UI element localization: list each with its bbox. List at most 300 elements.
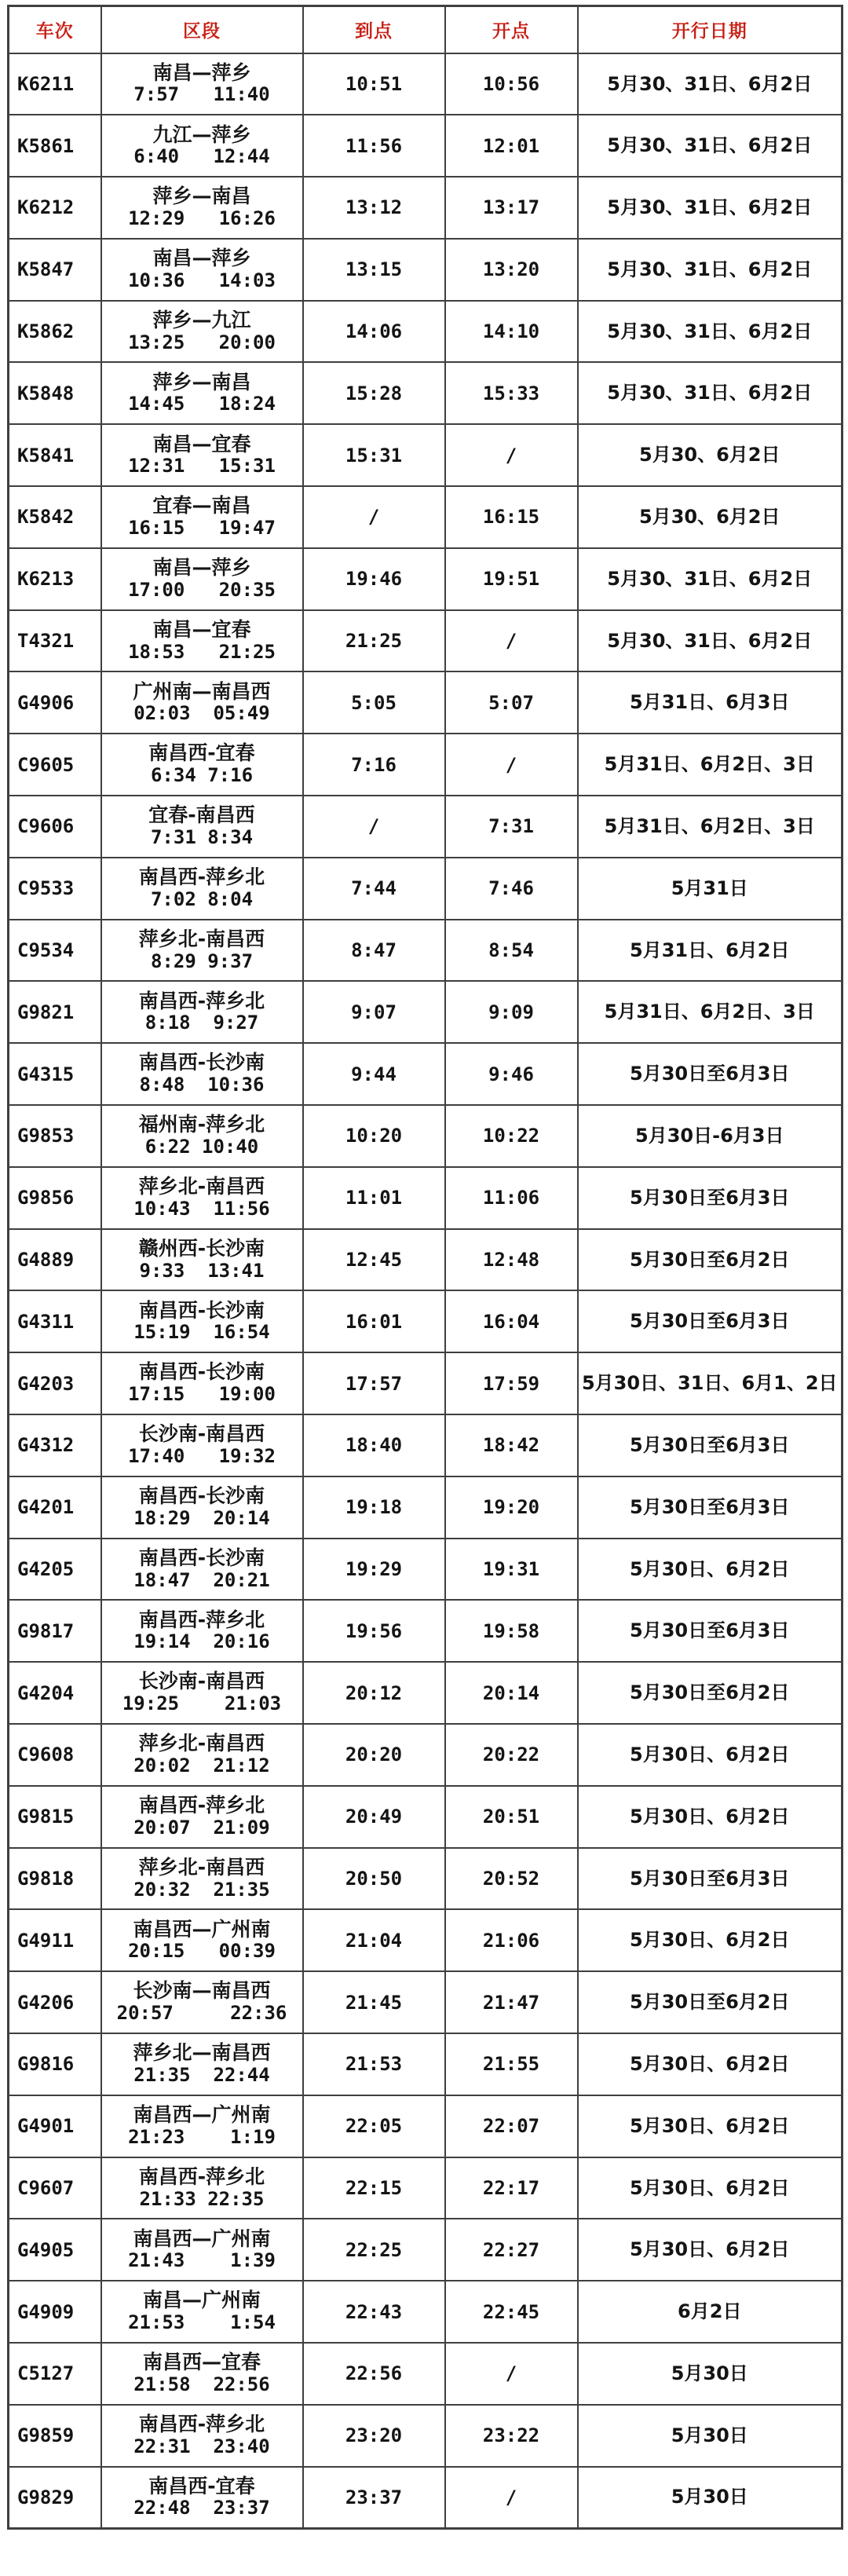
arrive-time: 22:05 (303, 2095, 445, 2157)
train-number: T4321 (9, 610, 101, 672)
train-number: G4315 (9, 1043, 101, 1105)
depart-time: / (445, 2467, 578, 2529)
run-dates: 5月30日-6月3日 (578, 1105, 843, 1167)
route-name: 南昌西-萍乡北 (138, 2413, 265, 2435)
route-cell (101, 2343, 303, 2405)
route-cell (101, 362, 303, 424)
route-times: 10:43 11:56 (133, 1197, 270, 1220)
route-times: 7:02 8:04 (150, 887, 254, 910)
train-number: G9815 (9, 1786, 101, 1848)
arrive-time: 19:46 (303, 548, 445, 610)
arrive-time: 15:28 (303, 362, 445, 424)
train-number: G4201 (9, 1476, 101, 1539)
table-row (9, 2281, 843, 2343)
depart-time: 18:42 (445, 1414, 578, 1476)
header-train: 车次 (9, 6, 101, 53)
route-times: 6:34 7:16 (150, 764, 254, 787)
run-dates: 5月30日、6月2日 (578, 2033, 843, 2095)
route-times: 20:07 21:09 (133, 1816, 270, 1839)
run-dates: 5月30日至6月3日 (578, 1476, 843, 1539)
run-dates: 5月30、6月2日 (578, 424, 843, 486)
table-row (9, 239, 843, 301)
run-dates: 5月30日至6月3日 (578, 1414, 843, 1476)
route-times: 8:29 9:37 (150, 950, 254, 972)
run-dates: 5月30日至6月3日 (578, 1600, 843, 1662)
table-row (9, 1167, 843, 1229)
route-name: 萍乡北-南昌西 (138, 1175, 265, 1198)
arrive-time: / (303, 796, 445, 858)
route-times: 18:53 21:25 (128, 640, 276, 663)
route-cell (101, 796, 303, 858)
route-cell (101, 734, 303, 796)
route-cell (101, 2033, 303, 2095)
train-number: K6212 (9, 177, 101, 239)
arrive-time: 16:01 (303, 1290, 445, 1352)
table-row (9, 53, 843, 115)
header-depart: 开点 (445, 6, 578, 53)
depart-time: 12:01 (445, 115, 578, 177)
train-number: K5841 (9, 424, 101, 486)
arrive-time: 22:43 (303, 2281, 445, 2343)
table-row (9, 2467, 843, 2529)
depart-time: 21:06 (445, 1909, 578, 1971)
arrive-time: 13:12 (303, 177, 445, 239)
table-row (9, 115, 843, 177)
route-name: 萍乡北-南昌西 (138, 1732, 265, 1755)
route-times: 17:15 19:00 (128, 1383, 276, 1406)
run-dates: 5月30日 (578, 2405, 843, 2467)
run-dates: 5月30日、6月2日 (578, 2157, 843, 2219)
table-row (9, 796, 843, 858)
route-name: 南昌西-长沙南 (138, 1360, 265, 1384)
schedule-body (9, 53, 843, 2529)
route-times: 21:43 1:39 (128, 2249, 276, 2272)
run-dates: 5月30日 (578, 2467, 843, 2529)
route-name: 萍乡北-南昌西 (138, 1855, 265, 1879)
table-row (9, 1724, 843, 1786)
depart-time: 22:07 (445, 2095, 578, 2157)
depart-time: 10:22 (445, 1105, 578, 1167)
header-arrive: 到点 (303, 6, 445, 53)
table-row (9, 1848, 843, 1910)
run-dates: 5月30、31日、6月2日 (578, 548, 843, 610)
train-number: G4901 (9, 2095, 101, 2157)
route-cell (101, 53, 303, 115)
route-times: 22:48 23:37 (133, 2497, 270, 2519)
route-name: 宜春—南昌 (152, 494, 251, 518)
route-times: 18:29 20:14 (133, 1506, 270, 1529)
train-number: G4204 (9, 1662, 101, 1724)
train-number: C9606 (9, 796, 101, 858)
route-cell (101, 1414, 303, 1476)
run-dates: 5月30、31日、6月2日 (578, 115, 843, 177)
run-dates: 5月30日、6月2日 (578, 2219, 843, 2281)
table-row (9, 1105, 843, 1167)
table-row (9, 1600, 843, 1662)
depart-time: 19:20 (445, 1476, 578, 1539)
run-dates: 5月30、6月2日 (578, 486, 843, 548)
route-name: 福州南-萍乡北 (138, 1113, 265, 1136)
depart-time: 20:22 (445, 1724, 578, 1786)
table-row (9, 2219, 843, 2281)
route-cell (101, 2219, 303, 2281)
route-times: 13:25 20:00 (128, 331, 276, 353)
train-number: C9608 (9, 1724, 101, 1786)
run-dates: 5月31日、6月3日 (578, 671, 843, 734)
route-cell (101, 1909, 303, 1971)
depart-time: / (445, 610, 578, 672)
route-times: 20:57 22:36 (116, 2002, 287, 2025)
depart-time: 16:15 (445, 486, 578, 548)
train-number: K5842 (9, 486, 101, 548)
depart-time: / (445, 424, 578, 486)
train-number: G4911 (9, 1909, 101, 1971)
depart-time: 9:46 (445, 1043, 578, 1105)
route-name: 南昌西—宜春 (142, 2351, 261, 2374)
route-cell (101, 1724, 303, 1786)
table-row (9, 1662, 843, 1724)
depart-time: 19:31 (445, 1539, 578, 1601)
train-number: G9817 (9, 1600, 101, 1662)
depart-time: 12:48 (445, 1229, 578, 1291)
route-times: 7:31 8:34 (150, 826, 254, 849)
arrive-time: 14:06 (303, 301, 445, 363)
train-number: G4909 (9, 2281, 101, 2343)
train-number: G9818 (9, 1848, 101, 1910)
table-row (9, 486, 843, 548)
depart-time: 14:10 (445, 301, 578, 363)
run-dates: 5月31日、6月2日 (578, 920, 843, 982)
route-cell (101, 1290, 303, 1352)
header-route: 区段 (101, 6, 303, 53)
route-name: 南昌西-长沙南 (138, 1298, 265, 1322)
depart-time: 9:09 (445, 981, 578, 1043)
table-row (9, 1290, 843, 1352)
route-times: 16:15 19:47 (128, 517, 276, 540)
run-dates: 5月30日至6月2日 (578, 1662, 843, 1724)
run-dates: 5月30日、6月2日 (578, 1909, 843, 1971)
route-cell (101, 2095, 303, 2157)
route-cell (101, 1352, 303, 1414)
train-number: K5862 (9, 301, 101, 363)
table-row (9, 548, 843, 610)
run-dates: 5月30日、6月2日 (578, 1724, 843, 1786)
route-times: 21:33 22:35 (139, 2187, 265, 2210)
depart-time: 10:56 (445, 53, 578, 115)
table-row (9, 1476, 843, 1539)
route-cell (101, 301, 303, 363)
route-times: 8:18 9:27 (144, 1012, 259, 1034)
route-cell (101, 2467, 303, 2529)
train-number: C9605 (9, 734, 101, 796)
route-times: 6:22 10:40 (144, 1136, 259, 1158)
train-number: G9829 (9, 2467, 101, 2529)
train-number: G9853 (9, 1105, 101, 1167)
arrive-time: 20:49 (303, 1786, 445, 1848)
arrive-time: 15:31 (303, 424, 445, 486)
route-name: 萍乡—南昌 (152, 370, 251, 393)
depart-time: 13:20 (445, 239, 578, 301)
table-row (9, 981, 843, 1043)
route-name: 萍乡北-南昌西 (138, 927, 265, 950)
run-dates: 5月31日、6月2日、3日 (578, 981, 843, 1043)
route-times: 8:48 10:36 (139, 1074, 265, 1096)
route-name: 赣州西-长沙南 (138, 1236, 265, 1260)
route-cell (101, 920, 303, 982)
run-dates: 5月30、31日、6月2日 (578, 177, 843, 239)
depart-time: 20:14 (445, 1662, 578, 1724)
train-number: K5848 (9, 362, 101, 424)
run-dates: 5月30日至6月2日 (578, 1229, 843, 1291)
route-cell (101, 1848, 303, 1910)
route-name: 南昌西-萍乡北 (138, 989, 265, 1012)
route-cell (101, 424, 303, 486)
depart-time: 16:04 (445, 1290, 578, 1352)
train-number: G9816 (9, 2033, 101, 2095)
route-times: 19:14 20:16 (133, 1630, 270, 1653)
route-name: 南昌西—广州南 (133, 1917, 271, 1941)
route-name: 南昌西-萍乡北 (138, 1608, 265, 1631)
depart-time: 5:07 (445, 671, 578, 734)
depart-time: 21:55 (445, 2033, 578, 2095)
route-cell (101, 1476, 303, 1539)
route-name: 长沙南-南昌西 (138, 1422, 265, 1446)
train-number: G4905 (9, 2219, 101, 2281)
route-name: 南昌西-宜春 (148, 2474, 255, 2497)
route-times: 9:33 13:41 (139, 1259, 265, 1282)
route-times: 22:31 23:40 (133, 2435, 270, 2457)
run-dates: 5月30日、6月2日 (578, 1539, 843, 1601)
train-number: C5127 (9, 2343, 101, 2405)
depart-time: 17:59 (445, 1352, 578, 1414)
route-times: 02:03 05:49 (133, 702, 270, 725)
arrive-time: 10:20 (303, 1105, 445, 1167)
table-row (9, 610, 843, 672)
arrive-time: 23:37 (303, 2467, 445, 2529)
arrive-time: 19:29 (303, 1539, 445, 1601)
run-dates: 5月30日、6月2日 (578, 2095, 843, 2157)
route-times: 6:40 12:44 (133, 145, 270, 168)
route-name: 南昌西-长沙南 (138, 1484, 265, 1508)
arrive-time: 13:15 (303, 239, 445, 301)
table-row (9, 177, 843, 239)
route-times: 18:47 20:21 (133, 1568, 270, 1591)
route-cell (101, 1539, 303, 1601)
route-name: 南昌西-长沙南 (138, 1051, 265, 1074)
run-dates: 5月30日、6月2日 (578, 1786, 843, 1848)
run-dates: 5月30日、31日、6月1、2日 (578, 1352, 843, 1414)
depart-time: 23:22 (445, 2405, 578, 2467)
run-dates: 5月31日 (578, 858, 843, 920)
table-row (9, 2343, 843, 2405)
train-number: K5847 (9, 239, 101, 301)
run-dates: 5月30、31日、6月2日 (578, 610, 843, 672)
run-dates: 5月30日 (578, 2343, 843, 2405)
table-row (9, 2033, 843, 2095)
run-dates: 5月30日至6月3日 (578, 1167, 843, 1229)
route-name: 南昌—宜春 (152, 617, 251, 641)
arrive-time: 18:40 (303, 1414, 445, 1476)
run-dates: 5月30、31日、6月2日 (578, 239, 843, 301)
route-name: 南昌西—广州南 (133, 2103, 271, 2127)
route-times: 12:29 16:26 (128, 207, 276, 230)
run-dates: 6月2日 (578, 2281, 843, 2343)
arrive-time: 5:05 (303, 671, 445, 734)
run-dates: 5月30日至6月3日 (578, 1848, 843, 1910)
table-row (9, 301, 843, 363)
train-number: G9856 (9, 1167, 101, 1229)
table-row (9, 362, 843, 424)
arrive-time: 7:16 (303, 734, 445, 796)
train-number: G9859 (9, 2405, 101, 2467)
train-number: G4203 (9, 1352, 101, 1414)
run-dates: 5月31日、6月2日、3日 (578, 734, 843, 796)
arrive-time: 11:01 (303, 1167, 445, 1229)
route-cell (101, 1971, 303, 2033)
route-cell (101, 1600, 303, 1662)
table-row (9, 734, 843, 796)
route-times: 20:02 21:12 (133, 1754, 270, 1776)
route-times: 19:25 21:03 (122, 1692, 282, 1715)
route-name: 宜春-南昌西 (148, 803, 255, 827)
arrive-time: 22:56 (303, 2343, 445, 2405)
table-row (9, 1971, 843, 2033)
table-row (9, 2157, 843, 2219)
train-number: K5861 (9, 115, 101, 177)
route-cell (101, 1662, 303, 1724)
route-cell (101, 610, 303, 672)
arrive-time: 21:45 (303, 1971, 445, 2033)
depart-time: 15:33 (445, 362, 578, 424)
run-dates: 5月30日至6月2日 (578, 1971, 843, 2033)
route-cell (101, 981, 303, 1043)
depart-time: / (445, 734, 578, 796)
route-times: 10:36 14:03 (128, 269, 276, 291)
table-row (9, 1909, 843, 1971)
depart-time: 22:27 (445, 2219, 578, 2281)
arrive-time: 21:04 (303, 1909, 445, 1971)
route-name: 九江—萍乡 (152, 123, 251, 146)
route-name: 南昌西-长沙南 (138, 1546, 265, 1569)
route-times: 7:57 11:40 (133, 83, 270, 106)
train-number: K6213 (9, 548, 101, 610)
route-cell (101, 177, 303, 239)
table-row (9, 1043, 843, 1105)
table-row (9, 424, 843, 486)
route-name: 广州南—南昌西 (133, 679, 271, 703)
route-cell (101, 239, 303, 301)
depart-time: 21:47 (445, 1971, 578, 2033)
arrive-time: 19:56 (303, 1600, 445, 1662)
depart-time: 19:58 (445, 1600, 578, 1662)
route-times: 12:31 15:31 (128, 455, 276, 478)
route-name: 萍乡—南昌 (152, 185, 251, 208)
depart-time: 11:06 (445, 1167, 578, 1229)
arrive-time: 21:25 (303, 610, 445, 672)
table-row (9, 1539, 843, 1601)
route-name: 南昌—萍乡 (152, 556, 251, 580)
depart-time: 22:45 (445, 2281, 578, 2343)
train-number: C9533 (9, 858, 101, 920)
route-times: 17:00 20:35 (128, 578, 276, 601)
table-row (9, 858, 843, 920)
train-number: C9534 (9, 920, 101, 982)
arrive-time: 9:07 (303, 981, 445, 1043)
depart-time: 13:17 (445, 177, 578, 239)
route-cell (101, 548, 303, 610)
table-row (9, 1229, 843, 1291)
route-name: 南昌西-萍乡北 (138, 865, 265, 889)
depart-time: 22:17 (445, 2157, 578, 2219)
route-cell (101, 858, 303, 920)
train-schedule-table (7, 5, 843, 2530)
depart-time: 20:52 (445, 1848, 578, 1910)
arrive-time: / (303, 486, 445, 548)
route-name: 长沙南—南昌西 (133, 1979, 271, 2003)
route-cell (101, 1043, 303, 1105)
run-dates: 5月30日至6月3日 (578, 1290, 843, 1352)
route-name: 长沙南-南昌西 (138, 1670, 265, 1693)
arrive-time: 9:44 (303, 1043, 445, 1105)
header-row (9, 6, 843, 53)
route-times: 20:15 00:39 (128, 1940, 276, 1963)
route-times: 21:23 1:19 (128, 2125, 276, 2148)
route-cell (101, 1105, 303, 1167)
table-row (9, 920, 843, 982)
table-row (9, 1786, 843, 1848)
route-name: 南昌—宜春 (152, 432, 251, 456)
route-cell (101, 1229, 303, 1291)
route-name: 南昌—萍乡 (152, 247, 251, 270)
depart-time: / (445, 2343, 578, 2405)
route-cell (101, 2157, 303, 2219)
run-dates: 5月31日、6月2日、3日 (578, 796, 843, 858)
depart-time: 19:51 (445, 548, 578, 610)
depart-time: 7:31 (445, 796, 578, 858)
route-cell (101, 2281, 303, 2343)
train-number: C9607 (9, 2157, 101, 2219)
route-name: 南昌西—广州南 (133, 2227, 271, 2250)
route-times: 17:40 19:32 (128, 1445, 276, 1467)
route-times: 15:19 16:54 (133, 1321, 270, 1344)
arrive-time: 20:12 (303, 1662, 445, 1724)
depart-time: 7:46 (445, 858, 578, 920)
arrive-time: 22:15 (303, 2157, 445, 2219)
run-dates: 5月30、31日、6月2日 (578, 301, 843, 363)
route-times: 21:53 1:54 (128, 2311, 276, 2334)
route-name: 萍乡北—南昌西 (133, 2041, 271, 2065)
depart-time: 8:54 (445, 920, 578, 982)
train-number: G4205 (9, 1539, 101, 1601)
run-dates: 5月30、31日、6月2日 (578, 53, 843, 115)
run-dates: 5月30日至6月3日 (578, 1043, 843, 1105)
route-times: 20:32 21:35 (133, 1878, 270, 1901)
table-row (9, 1414, 843, 1476)
table-row (9, 671, 843, 734)
route-times: 21:35 22:44 (133, 2063, 270, 2086)
train-number: K6211 (9, 53, 101, 115)
arrive-time: 17:57 (303, 1352, 445, 1414)
route-times: 21:58 22:56 (133, 2373, 270, 2395)
table-row (9, 2405, 843, 2467)
table-row (9, 1352, 843, 1414)
arrive-time: 8:47 (303, 920, 445, 982)
route-name: 南昌西-萍乡北 (138, 1794, 265, 1817)
train-number: G4889 (9, 1229, 101, 1291)
route-name: 萍乡—九江 (152, 308, 251, 331)
train-number: G4312 (9, 1414, 101, 1476)
route-name: 南昌西-宜春 (148, 741, 255, 765)
